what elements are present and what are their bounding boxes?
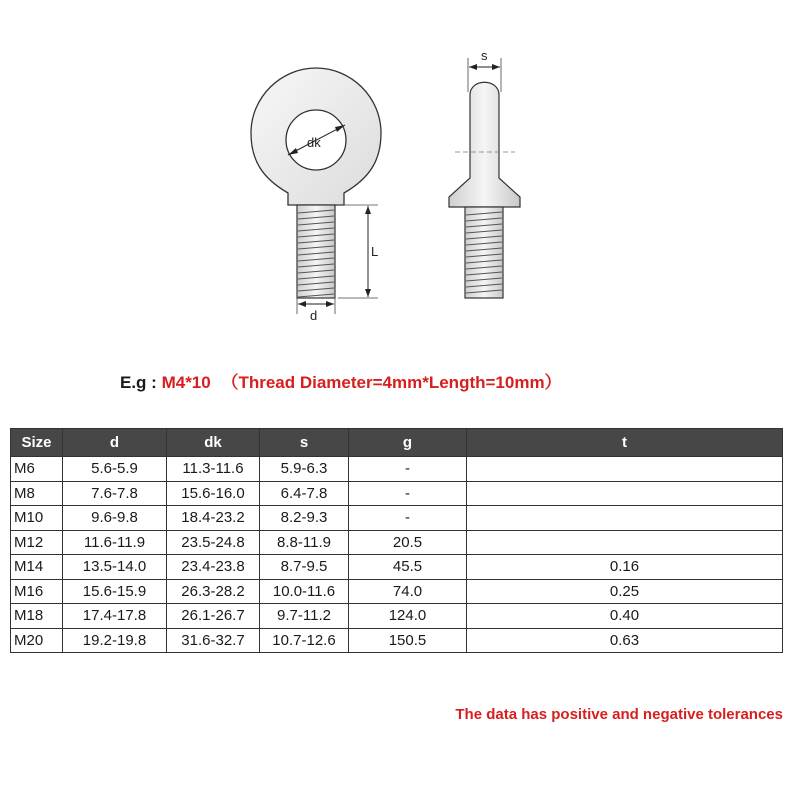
example-line — [120, 368, 562, 393]
cell-t — [467, 457, 783, 482]
header-dk: dk — [167, 429, 260, 457]
cell-t: 0.40 — [467, 604, 783, 629]
cell-g: 74.0 — [349, 579, 467, 604]
table-header-row — [11, 429, 783, 457]
cell-d: 15.6-15.9 — [63, 579, 167, 604]
cell-g: - — [349, 457, 467, 482]
cell-s: 10.0-11.6 — [260, 579, 349, 604]
cell-d: 17.4-17.8 — [63, 604, 167, 629]
cell-t — [467, 481, 783, 506]
cell-s: 8.7-9.5 — [260, 555, 349, 580]
cell-dk: 11.3-11.6 — [167, 457, 260, 482]
header-d: d — [63, 429, 167, 457]
cell-s: 8.8-11.9 — [260, 530, 349, 555]
header-t: t — [467, 429, 783, 457]
cell-size: M12 — [11, 530, 63, 555]
diameter-label: d — [310, 308, 318, 323]
cell-size: M14 — [11, 555, 63, 580]
cell-size: M8 — [11, 481, 63, 506]
cell-size: M16 — [11, 579, 63, 604]
cell-g: 124.0 — [349, 604, 467, 629]
cell-dk: 26.1-26.7 — [167, 604, 260, 629]
cell-s: 8.2-9.3 — [260, 506, 349, 531]
cell-t: 0.16 — [467, 555, 783, 580]
cell-t — [467, 530, 783, 555]
cell-d: 13.5-14.0 — [63, 555, 167, 580]
cell-size: M10 — [11, 506, 63, 531]
cell-g: 150.5 — [349, 628, 467, 653]
table-row — [11, 628, 783, 653]
header-size: Size — [11, 429, 63, 457]
cell-g: - — [349, 481, 467, 506]
side-view — [449, 58, 520, 298]
eye-bolt-diagram — [0, 0, 800, 340]
table-row — [11, 604, 783, 629]
cell-s: 9.7-11.2 — [260, 604, 349, 629]
table-row — [11, 481, 783, 506]
example-model: M4*10 — [161, 373, 211, 392]
cell-s: 6.4-7.8 — [260, 481, 349, 506]
cell-dk: 15.6-16.0 — [167, 481, 260, 506]
cell-d: 19.2-19.8 — [63, 628, 167, 653]
s-label: s — [481, 48, 488, 63]
cell-dk: 23.5-24.8 — [167, 530, 260, 555]
table-row — [11, 530, 783, 555]
cell-s: 5.9-6.3 — [260, 457, 349, 482]
cell-g: - — [349, 506, 467, 531]
front-view — [251, 68, 381, 314]
table-row — [11, 555, 783, 580]
cell-dk: 31.6-32.7 — [167, 628, 260, 653]
table-row — [11, 457, 783, 482]
length-label: L — [371, 244, 379, 259]
example-description: （Thread Diameter=4mm*Length=10mm） — [221, 373, 562, 392]
cell-t — [467, 506, 783, 531]
table-row — [11, 506, 783, 531]
cell-dk: 23.4-23.8 — [167, 555, 260, 580]
tolerance-note: The data has positive and negative tolerances — [455, 706, 783, 723]
cell-s: 10.7-12.6 — [260, 628, 349, 653]
cell-size: M6 — [11, 457, 63, 482]
cell-g: 45.5 — [349, 555, 467, 580]
cell-size: M20 — [11, 628, 63, 653]
cell-d: 11.6-11.9 — [63, 530, 167, 555]
table-row — [11, 579, 783, 604]
example-prefix: E.g : — [120, 373, 157, 392]
cell-d: 7.6-7.8 — [63, 481, 167, 506]
cell-d: 9.6-9.8 — [63, 506, 167, 531]
cell-dk: 26.3-28.2 — [167, 579, 260, 604]
cell-g: 20.5 — [349, 530, 467, 555]
header-g: g — [349, 429, 467, 457]
size-spec-table — [10, 428, 783, 653]
cell-size: M18 — [11, 604, 63, 629]
cell-dk: 18.4-23.2 — [167, 506, 260, 531]
cell-d: 5.6-5.9 — [63, 457, 167, 482]
header-s: s — [260, 429, 349, 457]
cell-t: 0.25 — [467, 579, 783, 604]
dk-label: dk — [307, 135, 321, 150]
cell-t: 0.63 — [467, 628, 783, 653]
